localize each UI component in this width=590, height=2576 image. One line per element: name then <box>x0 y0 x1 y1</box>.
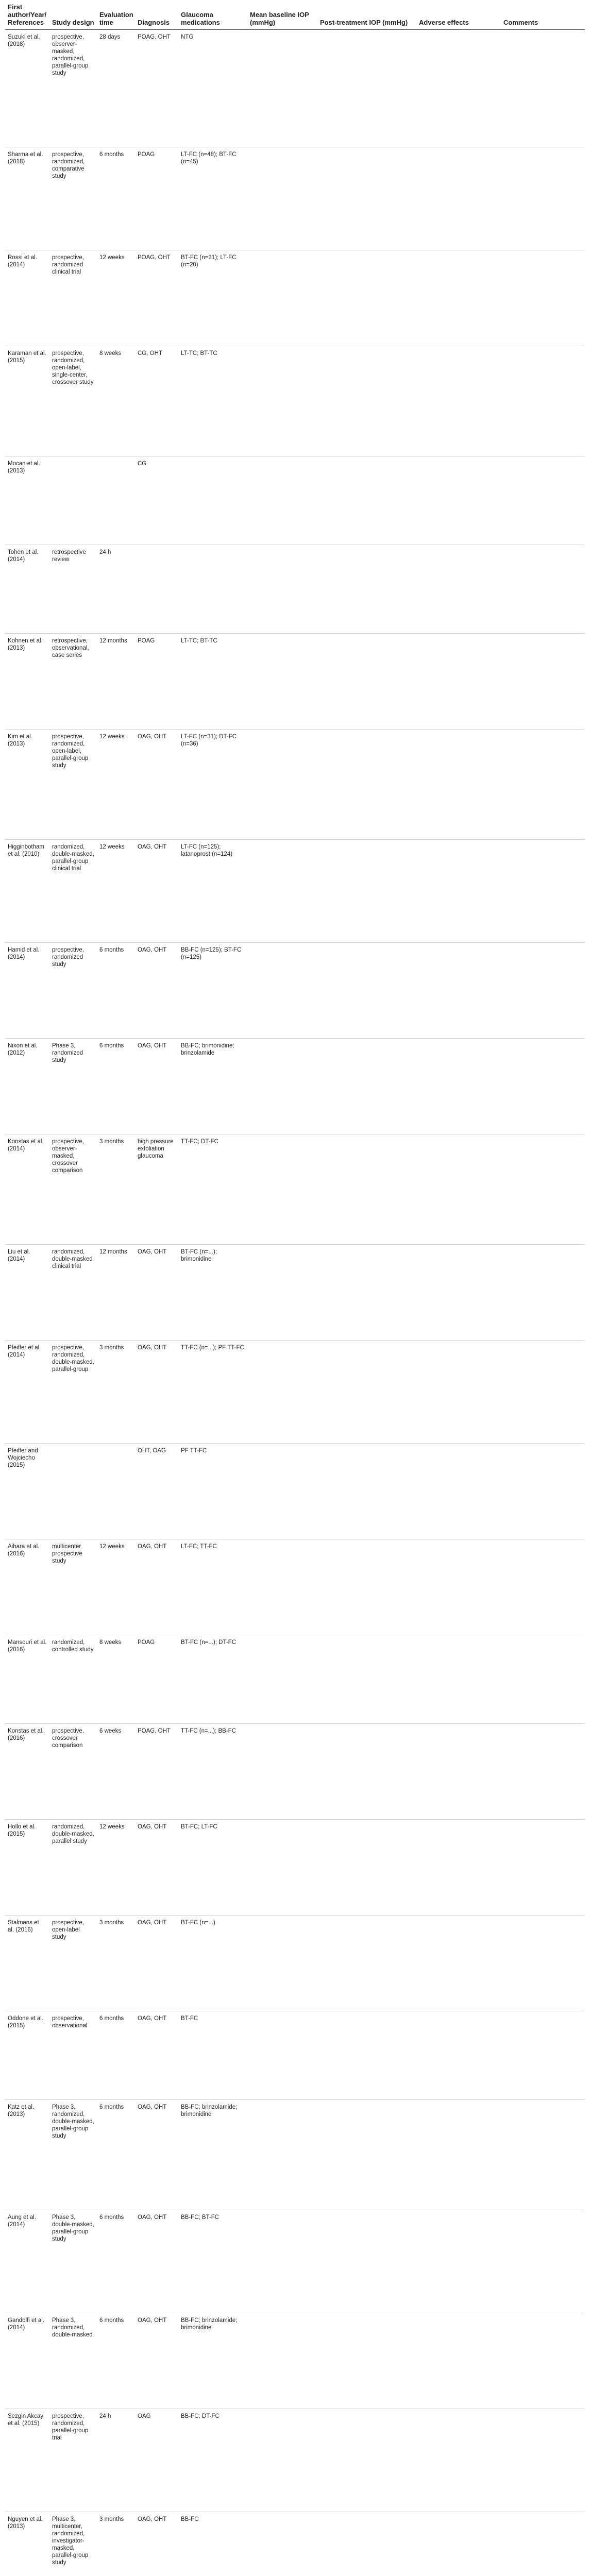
table-row <box>5 2210 585 2313</box>
cell-medications: BT-FC (n=21); LT-FC (n=20) <box>178 250 247 346</box>
cell-medications: LT-FC (n=31); DT-FC (n=36) <box>178 730 247 840</box>
cell-diagnosis: OAG, OHT <box>135 943 178 1039</box>
cell-baseline-iop <box>247 1724 317 1820</box>
cell-baseline-iop <box>247 1539 317 1635</box>
cell-diagnosis: OAG, OHT <box>135 1341 178 1444</box>
cell-diagnosis: high pressure exfoliation glaucoma <box>135 1134 178 1245</box>
cell-adverse-effects <box>416 1724 501 1820</box>
cell-diagnosis: OAG, OHT <box>135 2512 178 2576</box>
cell-post-iop <box>317 2100 416 2210</box>
cell-post-iop <box>317 840 416 943</box>
cell-design: prospective, open-label study <box>49 1916 97 2011</box>
cell-design: randomized, double-masked, parallel study <box>49 1820 97 1916</box>
cell-comments <box>501 1820 585 1916</box>
cell-baseline-iop <box>247 2512 317 2576</box>
cell-evaluation-time: 3 months <box>97 2512 135 2576</box>
cell-medications: PF TT-FC <box>178 1444 247 1539</box>
column-header-author: First author/Year/ References <box>5 0 49 30</box>
cell-author: Suzuki et al. (2018) <box>5 30 49 147</box>
cell-adverse-effects <box>416 1820 501 1916</box>
cell-comments <box>501 456 585 545</box>
cell-evaluation-time: 6 months <box>97 147 135 250</box>
table-row <box>5 1341 585 1444</box>
cell-author: Gandolfi et al. (2014) <box>5 2313 49 2409</box>
table-row <box>5 250 585 346</box>
cell-diagnosis: CG <box>135 456 178 545</box>
cell-evaluation-time: 3 months <box>97 1341 135 1444</box>
cell-diagnosis: OAG, OHT <box>135 1820 178 1916</box>
cell-author: Mocan et al. (2013) <box>5 456 49 545</box>
cell-evaluation-time: 12 weeks <box>97 730 135 840</box>
cell-design: prospective, randomized clinical trial <box>49 250 97 346</box>
cell-comments <box>501 2512 585 2576</box>
cell-medications: LT-TC; BT-TC <box>178 346 247 456</box>
cell-evaluation-time: 12 weeks <box>97 250 135 346</box>
cell-adverse-effects <box>416 840 501 943</box>
cell-post-iop <box>317 1916 416 2011</box>
cell-medications: BB-FC; brimonidine; brinzolamide <box>178 1039 247 1134</box>
cell-author: Nguyen et al. (2013) <box>5 2512 49 2576</box>
cell-medications: BB-FC (n=125); BT-FC (n=125) <box>178 943 247 1039</box>
cell-design: Phase 3, randomized study <box>49 1039 97 1134</box>
table-row <box>5 1916 585 2011</box>
table-row <box>5 2011 585 2100</box>
cell-post-iop <box>317 2512 416 2576</box>
cell-baseline-iop <box>247 1635 317 1724</box>
cell-evaluation-time: 6 months <box>97 2011 135 2100</box>
cell-adverse-effects <box>416 1539 501 1635</box>
cell-diagnosis: OAG, OHT <box>135 2210 178 2313</box>
cell-diagnosis <box>135 545 178 634</box>
cell-author: Rossi et al. (2014) <box>5 250 49 346</box>
cell-design: prospective, randomized, open-label, single-center, crossover study <box>49 346 97 456</box>
cell-author: Hamid et al. (2014) <box>5 943 49 1039</box>
cell-comments <box>501 2100 585 2210</box>
cell-medications: LT-FC; TT-FC <box>178 1539 247 1635</box>
cell-evaluation-time: 6 months <box>97 943 135 1039</box>
cell-author: Konstas et al. (2014) <box>5 1134 49 1245</box>
table-row <box>5 2100 585 2210</box>
table-row <box>5 943 585 1039</box>
cell-evaluation-time: 6 months <box>97 2210 135 2313</box>
cell-adverse-effects <box>416 2409 501 2512</box>
cell-diagnosis: OAG, OHT <box>135 1245 178 1341</box>
cell-design: prospective, randomized, double-masked, parallel-group <box>49 1341 97 1444</box>
cell-evaluation-time <box>97 1444 135 1539</box>
cell-design: prospective, observational <box>49 2011 97 2100</box>
cell-design: Phase 3, randomized, double-masked, parallel-group study <box>49 2100 97 2210</box>
cell-post-iop <box>317 545 416 634</box>
cell-comments <box>501 2210 585 2313</box>
cell-adverse-effects <box>416 30 501 147</box>
cell-adverse-effects <box>416 1039 501 1134</box>
table-row <box>5 1724 585 1820</box>
cell-comments <box>501 943 585 1039</box>
table-row <box>5 346 585 456</box>
cell-adverse-effects <box>416 2313 501 2409</box>
cell-medications: LT-FC (n=48); BT-FC (n=45) <box>178 147 247 250</box>
page <box>5 0 585 2576</box>
cell-evaluation-time: 12 weeks <box>97 1820 135 1916</box>
cell-comments <box>501 1341 585 1444</box>
cell-evaluation-time <box>97 456 135 545</box>
table-row <box>5 2409 585 2512</box>
cell-evaluation-time: 6 months <box>97 2313 135 2409</box>
cell-baseline-iop <box>247 1916 317 2011</box>
table-row <box>5 30 585 147</box>
cell-adverse-effects <box>416 1245 501 1341</box>
cell-post-iop <box>317 943 416 1039</box>
cell-medications: BT-FC (n=...); brimonidine <box>178 1245 247 1341</box>
cell-medications: BT-FC <box>178 2011 247 2100</box>
cell-design: Phase 3, multicenter, randomized, investigator-masked, parallel-group study <box>49 2512 97 2576</box>
cell-design: randomized, controlled study <box>49 1635 97 1724</box>
cell-comments <box>501 1039 585 1134</box>
cell-design: prospective, observer-masked, randomized, parallel-group study <box>49 30 97 147</box>
cell-design: prospective, crossover comparison <box>49 1724 97 1820</box>
cell-baseline-iop <box>247 1341 317 1444</box>
column-header-medications: Glaucoma medications <box>178 0 247 30</box>
cell-comments <box>501 634 585 730</box>
cell-comments <box>501 2313 585 2409</box>
cell-comments <box>501 2409 585 2512</box>
cell-diagnosis: POAG <box>135 634 178 730</box>
cell-evaluation-time: 28 days <box>97 30 135 147</box>
cell-diagnosis: OAG, OHT <box>135 2313 178 2409</box>
cell-comments <box>501 1916 585 2011</box>
column-header-adverse-effects: Adverse effects <box>416 0 501 30</box>
comparison-table <box>5 0 585 2576</box>
column-header-design: Study design <box>49 0 97 30</box>
cell-baseline-iop <box>247 1820 317 1916</box>
cell-medications: BB-FC; brinzolamide; brimonidine <box>178 2100 247 2210</box>
cell-author: Aung et al. (2014) <box>5 2210 49 2313</box>
cell-medications: NTG <box>178 30 247 147</box>
table-row <box>5 456 585 545</box>
cell-design <box>49 456 97 545</box>
cell-evaluation-time: 12 months <box>97 634 135 730</box>
cell-design: prospective, randomized, parallel-group trial <box>49 2409 97 2512</box>
cell-design: Phase 3, randomized, double-masked <box>49 2313 97 2409</box>
cell-author: Pfeiffer et al. (2014) <box>5 1341 49 1444</box>
cell-diagnosis: POAG <box>135 1635 178 1724</box>
cell-adverse-effects <box>416 634 501 730</box>
cell-post-iop <box>317 346 416 456</box>
cell-post-iop <box>317 147 416 250</box>
cell-comments <box>501 730 585 840</box>
cell-medications: TT-FC (n=...); BB-FC <box>178 1724 247 1820</box>
cell-evaluation-time: 8 weeks <box>97 346 135 456</box>
cell-comments <box>501 1635 585 1724</box>
cell-diagnosis: CG, OHT <box>135 346 178 456</box>
cell-author: Stalmans et al. (2016) <box>5 1916 49 2011</box>
column-header-diagnosis: Diagnosis <box>135 0 178 30</box>
cell-comments <box>501 1245 585 1341</box>
cell-post-iop <box>317 1539 416 1635</box>
cell-medications: LT-FC (n=125); latanoprost (n=124) <box>178 840 247 943</box>
cell-post-iop <box>317 1820 416 1916</box>
cell-post-iop <box>317 730 416 840</box>
cell-diagnosis: OAG, OHT <box>135 2011 178 2100</box>
cell-author: Hollo et al. (2015) <box>5 1820 49 1916</box>
cell-post-iop <box>317 456 416 545</box>
cell-author: Konstas et al. (2016) <box>5 1724 49 1820</box>
cell-evaluation-time: 12 weeks <box>97 1539 135 1635</box>
cell-baseline-iop <box>247 1039 317 1134</box>
cell-post-iop <box>317 1245 416 1341</box>
table-row <box>5 730 585 840</box>
table-row <box>5 1039 585 1134</box>
cell-baseline-iop <box>247 730 317 840</box>
cell-adverse-effects <box>416 2512 501 2576</box>
table-row <box>5 840 585 943</box>
cell-adverse-effects <box>416 250 501 346</box>
cell-baseline-iop <box>247 545 317 634</box>
cell-evaluation-time: 12 weeks <box>97 840 135 943</box>
cell-design: randomized, double-masked clinical trial <box>49 1245 97 1341</box>
cell-baseline-iop <box>247 2313 317 2409</box>
cell-post-iop <box>317 2210 416 2313</box>
cell-design: Phase 3, double-masked, parallel-group study <box>49 2210 97 2313</box>
cell-medications: BB-FC; DT-FC <box>178 2409 247 2512</box>
cell-diagnosis: OAG, OHT <box>135 1916 178 2011</box>
cell-diagnosis: OAG, OHT <box>135 840 178 943</box>
cell-baseline-iop <box>247 1245 317 1341</box>
cell-baseline-iop <box>247 634 317 730</box>
cell-adverse-effects <box>416 1444 501 1539</box>
cell-medications: LT-TC; BT-TC <box>178 634 247 730</box>
cell-author: Mansouri et al. (2016) <box>5 1635 49 1724</box>
cell-adverse-effects <box>416 456 501 545</box>
cell-design: multicenter prospective study <box>49 1539 97 1635</box>
cell-evaluation-time: 3 months <box>97 1134 135 1245</box>
cell-author: Aihara et al. (2016) <box>5 1539 49 1635</box>
cell-medications: BT-FC; LT-FC <box>178 1820 247 1916</box>
table-row <box>5 1245 585 1341</box>
cell-design: randomized, double-masked, parallel-group clinical trial <box>49 840 97 943</box>
cell-design: retrospective review <box>49 545 97 634</box>
cell-design: prospective, randomized, comparative study <box>49 147 97 250</box>
table-row <box>5 545 585 634</box>
cell-post-iop <box>317 1444 416 1539</box>
cell-adverse-effects <box>416 2210 501 2313</box>
cell-adverse-effects <box>416 147 501 250</box>
cell-post-iop <box>317 634 416 730</box>
cell-adverse-effects <box>416 2100 501 2210</box>
table-row <box>5 1635 585 1724</box>
cell-diagnosis: OHT, OAG <box>135 1444 178 1539</box>
cell-author: Pfeiffer and Wojciecho (2015) <box>5 1444 49 1539</box>
cell-author: Katz et al. (2013) <box>5 2100 49 2210</box>
cell-medications: TT-FC (n=...); PF TT-FC <box>178 1341 247 1444</box>
cell-adverse-effects <box>416 943 501 1039</box>
cell-medications: TT-FC; DT-FC <box>178 1134 247 1245</box>
cell-comments <box>501 346 585 456</box>
cell-baseline-iop <box>247 2210 317 2313</box>
cell-post-iop <box>317 2313 416 2409</box>
cell-comments <box>501 545 585 634</box>
cell-post-iop <box>317 1134 416 1245</box>
cell-post-iop <box>317 2011 416 2100</box>
cell-comments <box>501 250 585 346</box>
table-row <box>5 2313 585 2409</box>
cell-diagnosis: OAG, OHT <box>135 2100 178 2210</box>
cell-author: Sharma et al. (2018) <box>5 147 49 250</box>
cell-comments <box>501 2011 585 2100</box>
cell-evaluation-time: 12 months <box>97 1245 135 1341</box>
table-row <box>5 1539 585 1635</box>
cell-evaluation-time: 3 months <box>97 1916 135 2011</box>
cell-adverse-effects <box>416 1635 501 1724</box>
column-header-evaluation-time: Evaluation time <box>97 0 135 30</box>
cell-comments <box>501 1539 585 1635</box>
table-row <box>5 147 585 250</box>
cell-diagnosis: POAG, OHT <box>135 30 178 147</box>
cell-adverse-effects <box>416 346 501 456</box>
cell-diagnosis: OAG <box>135 2409 178 2512</box>
cell-adverse-effects <box>416 545 501 634</box>
cell-evaluation-time: 8 weeks <box>97 1635 135 1724</box>
cell-medications <box>178 545 247 634</box>
cell-post-iop <box>317 2409 416 2512</box>
cell-design: retrospective, observational, case series <box>49 634 97 730</box>
cell-diagnosis: OAG, OHT <box>135 1539 178 1635</box>
cell-author: Sezgin Akcay et al. (2015) <box>5 2409 49 2512</box>
cell-baseline-iop <box>247 2011 317 2100</box>
cell-evaluation-time: 6 months <box>97 2100 135 2210</box>
table-row <box>5 1444 585 1539</box>
cell-post-iop <box>317 1635 416 1724</box>
cell-evaluation-time: 24 h <box>97 2409 135 2512</box>
cell-author: Karaman et al. (2015) <box>5 346 49 456</box>
cell-adverse-effects <box>416 1134 501 1245</box>
cell-baseline-iop <box>247 943 317 1039</box>
cell-author: Oddone et al. (2015) <box>5 2011 49 2100</box>
cell-diagnosis: POAG, OHT <box>135 250 178 346</box>
cell-adverse-effects <box>416 730 501 840</box>
cell-medications: BT-FC (n=...) <box>178 1916 247 2011</box>
cell-diagnosis: POAG <box>135 147 178 250</box>
cell-baseline-iop <box>247 1444 317 1539</box>
cell-author: Liu et al. (2014) <box>5 1245 49 1341</box>
cell-diagnosis: OAG, OHT <box>135 1039 178 1134</box>
cell-diagnosis: OAG, OHT <box>135 730 178 840</box>
cell-baseline-iop <box>247 840 317 943</box>
cell-adverse-effects <box>416 1916 501 2011</box>
cell-baseline-iop <box>247 1134 317 1245</box>
cell-medications: BT-FC (n=...); DT-FC <box>178 1635 247 1724</box>
cell-design <box>49 1444 97 1539</box>
cell-medications: BB-FC; BT-FC <box>178 2210 247 2313</box>
cell-post-iop <box>317 250 416 346</box>
cell-baseline-iop <box>247 30 317 147</box>
cell-evaluation-time: 6 months <box>97 1039 135 1134</box>
cell-evaluation-time: 6 weeks <box>97 1724 135 1820</box>
cell-baseline-iop <box>247 147 317 250</box>
cell-author: Higginbotham et al. (2010) <box>5 840 49 943</box>
cell-comments <box>501 30 585 147</box>
table-header <box>5 0 585 30</box>
cell-post-iop <box>317 30 416 147</box>
cell-design: prospective, randomized study <box>49 943 97 1039</box>
cell-author: Kohnen et al. (2013) <box>5 634 49 730</box>
cell-medications: BB-FC <box>178 2512 247 2576</box>
table-row <box>5 634 585 730</box>
cell-adverse-effects <box>416 1341 501 1444</box>
table-row <box>5 1820 585 1916</box>
cell-baseline-iop <box>247 456 317 545</box>
cell-evaluation-time: 24 h <box>97 545 135 634</box>
table-row <box>5 2512 585 2576</box>
cell-medications <box>178 456 247 545</box>
cell-post-iop <box>317 1724 416 1820</box>
column-header-comments: Comments <box>501 0 585 30</box>
cell-comments <box>501 1724 585 1820</box>
cell-diagnosis: POAG, OHT <box>135 1724 178 1820</box>
cell-post-iop <box>317 1341 416 1444</box>
cell-post-iop <box>317 1039 416 1134</box>
column-header-baseline-iop: Mean baseline IOP (mmHg) <box>247 0 317 30</box>
cell-baseline-iop <box>247 346 317 456</box>
cell-medications: BB-FC; brinzolamide; brimonidine <box>178 2313 247 2409</box>
cell-comments <box>501 1444 585 1539</box>
table-row <box>5 1134 585 1245</box>
cell-adverse-effects <box>416 2011 501 2100</box>
cell-design: prospective, observer-masked, crossover comparison <box>49 1134 97 1245</box>
column-header-post-iop: Post-treatment IOP (mmHg) <box>317 0 416 30</box>
cell-design: prospective, randomized, open-label, parallel-group study <box>49 730 97 840</box>
cell-author: Nixon et al. (2012) <box>5 1039 49 1134</box>
cell-baseline-iop <box>247 250 317 346</box>
cell-comments <box>501 840 585 943</box>
cell-author: Tohen et al. (2014) <box>5 545 49 634</box>
table-body <box>5 30 585 2576</box>
cell-comments <box>501 147 585 250</box>
cell-comments <box>501 1134 585 1245</box>
cell-baseline-iop <box>247 2100 317 2210</box>
cell-baseline-iop <box>247 2409 317 2512</box>
cell-author: Kim et al. (2013) <box>5 730 49 840</box>
